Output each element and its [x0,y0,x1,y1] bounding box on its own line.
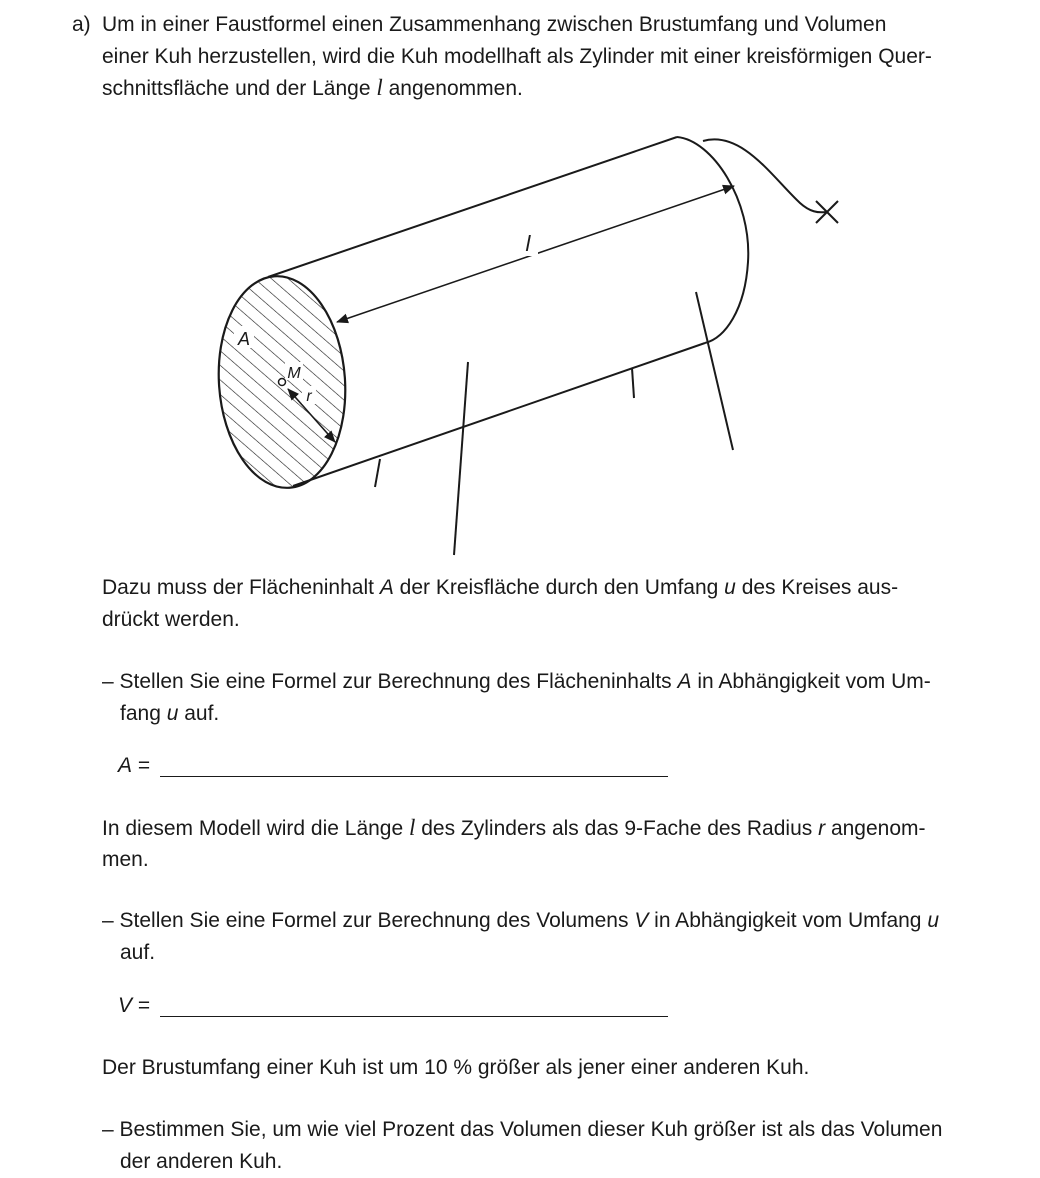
para-text: Dazu muss der Flächeninhalt [102,576,380,599]
var-A: A [677,670,692,693]
length-label: l [525,231,531,256]
para-text: der Kreisfläche durch den Umfang [393,576,725,599]
var-A: A [118,754,133,777]
task3-line-2: der anderen Kuh. [120,1150,283,1173]
intro-line-2: einer Kuh herzustellen, wird die Kuh modellhaft als Zylinder mit einer kreisförmigen Quer- [102,45,932,68]
cylinder-bottom-edge [293,343,705,486]
para-text: des Zylinders als das 9-Fache des Radius [415,817,819,840]
para2-line-1 [102,812,926,845]
cylinder-top-edge [268,137,677,277]
task-text: in Abhängigkeit vom Um- [691,670,931,693]
task-text: in Abhängigkeit vom Umfang [648,909,928,932]
task3-line-1: – Bestimmen Sie, um wie viel Prozent das Volumen dieser Kuh größer ist als das Volumen [102,1118,943,1141]
task1-line-2 [120,698,219,730]
var-A: A [379,576,394,599]
var-u: u [724,576,736,599]
cylinder-back-end [677,137,748,343]
var-V: V [634,909,649,932]
task1-line-1 [102,666,931,698]
para1-line-1 [102,572,898,604]
front-leg-short [375,459,380,487]
area-label: A [237,329,251,349]
task-text: – Stellen Sie eine Formel zur Berechnung des Flächeninhalts [102,670,678,693]
intro-text: angenommen. [382,77,523,100]
task-text: fang [120,702,167,725]
task-text: auf. [178,702,220,725]
task-label: a) [72,13,91,36]
equals-sign: = [132,994,151,1017]
answer-A-label [118,750,150,782]
task2-line-2: auf. [120,941,156,964]
var-u: u [166,702,179,725]
var-r: r [818,817,826,840]
cylinder-cow-figure [0,0,1040,580]
para1-line-2: drückt werden. [102,608,240,631]
center-point [279,379,286,386]
var-u: u [927,909,940,932]
rear-leg [696,292,733,450]
var-l: l [409,815,416,840]
para3-line-1: Der Brustumfang einer Kuh ist um 10 % größer als jener einer anderen Kuh. [102,1056,810,1079]
intro-line-1: Um in einer Faustformel einen Zusammenhang zwischen Brustumfang und Volumen [102,13,887,36]
answer-V-label [118,990,150,1022]
para-text: des Kreises aus- [735,576,899,599]
front-leg [454,362,468,555]
center-label: M [287,365,301,382]
answer-A-blank[interactable] [160,776,668,777]
var-V: V [118,994,133,1017]
para-text: angenom- [825,817,926,840]
equals-sign: = [132,754,151,777]
radius-label: r [306,388,312,405]
task2-line-1 [102,905,939,937]
var-l: l [376,75,383,100]
para2-line-2: men. [102,848,149,871]
para-text: In diesem Modell wird die Länge [102,817,410,840]
task-text: – Stellen Sie eine Formel zur Berechnung des Volumens [102,909,635,932]
tail-line [703,139,826,212]
intro-text: schnittsfläche und der Länge [102,77,377,100]
answer-V-blank[interactable] [160,1016,668,1017]
rear-leg-short [632,368,634,398]
